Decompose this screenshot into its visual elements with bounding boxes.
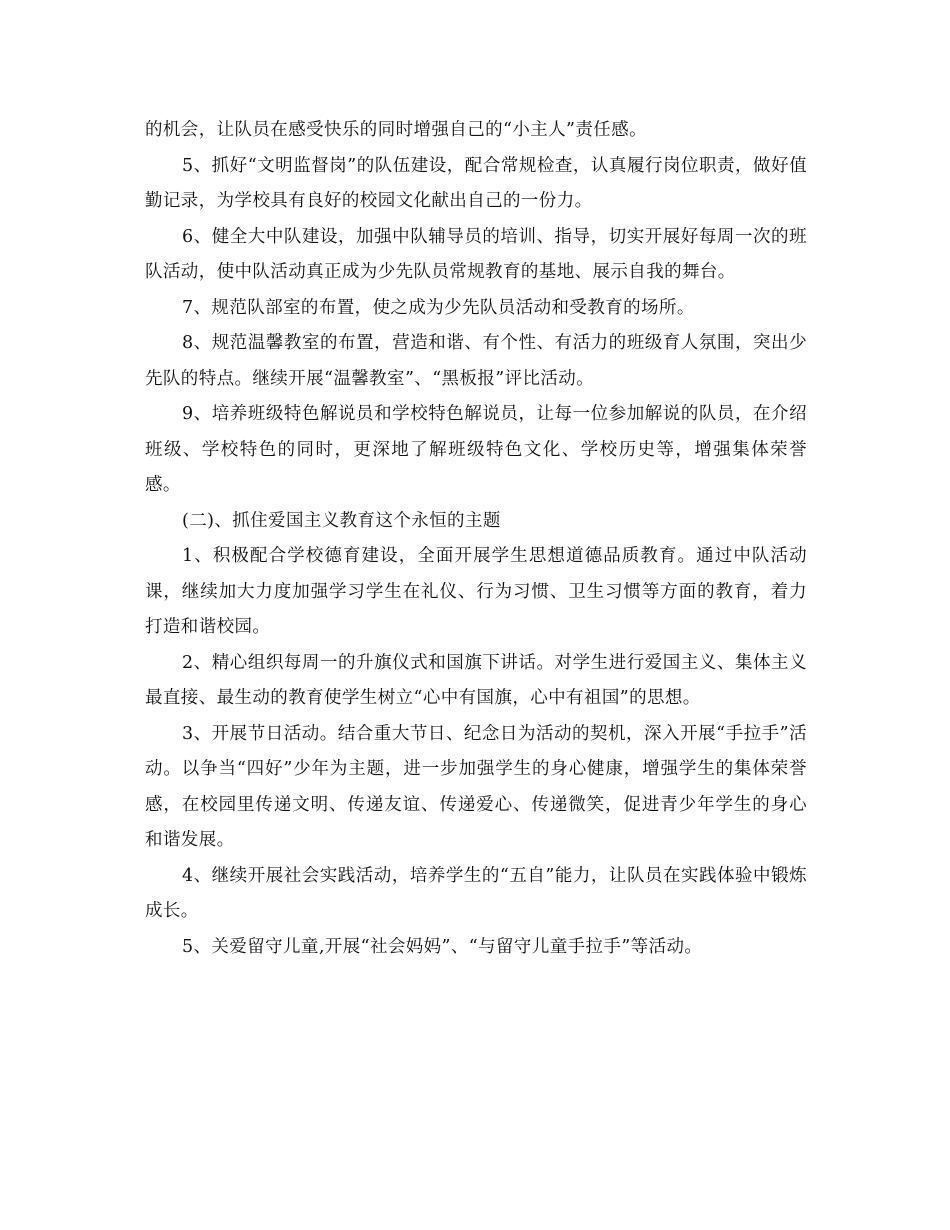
paragraph-item-9-narrators: 9、培养班级特色解说员和学校特色解说员，让每一位参加解说的队员，在介绍班级、学校特色的同时，更深地了解班级特色文化、学校历史等，增强集体荣誉感。 bbox=[145, 404, 807, 495]
paragraph-item-7-team-room: 7、规范队部室的布置，使之成为少先队员活动和受教育的场所。 bbox=[182, 297, 695, 318]
paragraph-item-8-warm-classroom: 8、规范温馨教室的布置，营造和谐、有个性、有活力的班级育人氛围，突出少先队的特点。继续开展“温馨教室”、“黑板报”评比活动。 bbox=[145, 333, 807, 389]
paragraph-item-3-festival-activities: 3、开展节日活动。结合重大节日、纪念日为活动的契机，深入开展“手拉手”活动。以争当“四好”少年为主题，进一步加强学生的身心健康，增强学生的集体荣誉感，在校园里传递文明、传递友谊、传递爱心、传递微笑，促进青少年学生的身心和谐发展。 bbox=[145, 723, 807, 850]
document-body bbox=[145, 113, 807, 965]
paragraph-item-4-social-practice: 4、继续开展社会实践活动，培养学生的“五自”能力，让队员在实践体验中锻炼成长。 bbox=[145, 865, 807, 921]
paragraph-item-1-moral-education: 1、积极配合学校德育建设，全面开展学生思想道德品质教育。通过中队活动课，继续加大力度加强学习学生在礼仪、行为习惯、卫生习惯等方面的教育，着力打造和谐校园。 bbox=[145, 546, 807, 637]
paragraph-item-6-brigade-building: 6、健全大中队建设，加强中队辅导员的培训、指导，切实开展好每周一次的班队活动，使中队活动真正成为少先队员常规教育的基地、展示自我的舞台。 bbox=[145, 226, 807, 282]
paragraph-item-2-flag-ceremony: 2、精心组织每周一的升旗仪式和国旗下讲话。对学生进行爱国主义、集体主义最直接、最生动的教育使学生树立“心中有国旗，心中有祖国”的思想。 bbox=[145, 652, 807, 708]
paragraph-item-5-left-behind-children: 5、关爱留守儿童,开展“社会妈妈”、“与留守儿童手拉手”等活动。 bbox=[182, 936, 703, 957]
paragraph-continuation: 的机会，让队员在感受快乐的同时增强自己的“小主人”责任感。 bbox=[145, 120, 647, 140]
paragraph-item-5-civility-post: 5、抓好“文明监督岗”的队伍建设，配合常规检查，认真履行岗位职责，做好值勤记录，为学校具有良好的校园文化献出自己的一份力。 bbox=[145, 155, 807, 211]
section-heading-patriotism: (二)、抓住爱国主义教育这个永恒的主题 bbox=[182, 510, 501, 531]
